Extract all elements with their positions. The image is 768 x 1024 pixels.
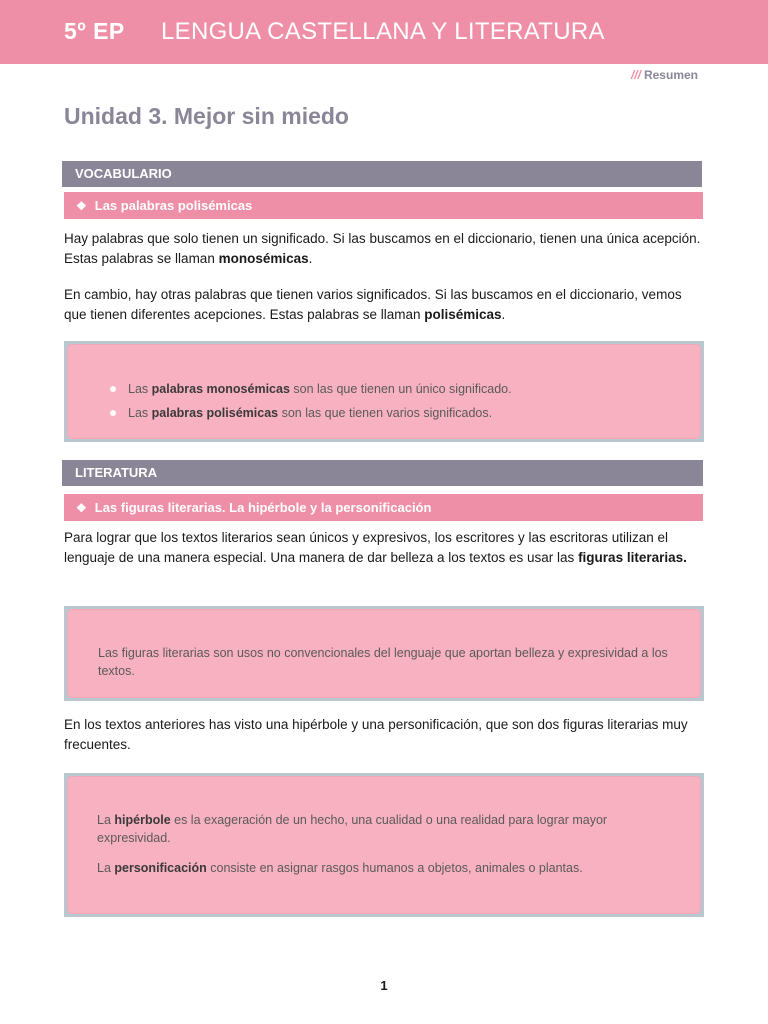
definition-personificacion [97, 859, 674, 877]
header-bar [0, 0, 768, 64]
paragraph-hiperbole-personificacion: En los textos anteriores has visto una hipérbole y una personificación, que son dos figuras literarias muy frecuentes. [64, 717, 688, 752]
summary-box-inner [68, 610, 700, 697]
item-post: consiste en asignar rasgos humanos a objetos, animales o plantas. [206, 861, 583, 875]
summary-box-hiperbole [64, 773, 704, 917]
paragraph-text: Hay palabras que solo tienen un significado. Si las buscamos en el diccionario, tienen una única acepción. Estas palabras se llaman [64, 231, 701, 266]
subsection-figuras-literarias [64, 494, 703, 521]
item-post: son las que tienen varios significados. [278, 406, 493, 420]
summary-box-inner [68, 345, 700, 438]
item-post: son las que tienen un único significado. [289, 382, 512, 396]
page-number: 1 [380, 978, 388, 993]
bold-term: monosémicas [218, 251, 309, 266]
item-term: palabras polisémicas [151, 406, 279, 420]
paragraph-polisemicas [64, 285, 704, 325]
definition-hiperbole [97, 811, 674, 847]
item-term: hipérbole [114, 813, 171, 827]
summary-box-inner [68, 777, 700, 913]
bold-term: figuras literarias. [578, 550, 687, 565]
diamond-bullet-icon: ❖ [76, 199, 87, 213]
section-literatura: LITERATURA [62, 460, 703, 486]
tag-slashes: /// [630, 68, 641, 82]
bold-term: polisémicas [424, 307, 502, 322]
subject-title: LENGUA CASTELLANA Y LITERATURA [161, 18, 605, 45]
section-vocabulario: VOCABULARIO [62, 161, 702, 187]
subsection-label: Las figuras literarias. La hipérbole y la personificación [94, 500, 432, 515]
paragraph-end: . [501, 307, 506, 322]
item-pre: La [97, 813, 115, 827]
summary-box-vocabulario [64, 341, 704, 442]
summary-tag [631, 68, 698, 82]
list-item [102, 380, 680, 398]
item-pre: Las [128, 382, 152, 396]
item-post: es la exageración de un hecho, una cualidad o una realidad para lograr mayor expresividad. [97, 813, 608, 845]
paragraph-figuras [64, 528, 704, 568]
item-pre: Las [128, 406, 152, 420]
paragraph-text: En cambio, hay otras palabras que tienen varios significados. Si las buscamos en el diccionario, vemos que tienen diferentes acepciones. Estas palabras se llaman [64, 287, 682, 322]
paragraph-text: Para lograr que los textos literarios sean únicos y expresivos, los escritores y las escritoras utilizan el lenguaje de una manera especial. Una manera de dar belleza a los textos es usar las [64, 530, 669, 565]
summary-box-text: Las figuras literarias son usos no convencionales del lenguaje que aportan belleza y expresividad a los textos. [98, 646, 668, 678]
subsection-palabras-polisemicas [64, 192, 703, 219]
list-item [102, 404, 680, 422]
definition-list [102, 380, 680, 422]
paragraph-end: . [308, 251, 313, 266]
grade-label: 5º EP [64, 18, 125, 44]
diamond-bullet-icon: ❖ [76, 501, 87, 515]
unit-title: Unidad 3. Mejor sin miedo [64, 103, 349, 129]
item-pre: La [97, 861, 115, 875]
paragraph-monosemicas [64, 229, 704, 269]
summary-box-text [102, 380, 680, 428]
tag-label: Resumen [643, 68, 698, 82]
summary-box-figuras [64, 606, 704, 701]
subsection-label: Las palabras polisémicas [94, 198, 253, 213]
summary-box-text [97, 811, 674, 877]
item-term: personificación [114, 861, 207, 875]
item-term: palabras monosémicas [151, 382, 290, 396]
